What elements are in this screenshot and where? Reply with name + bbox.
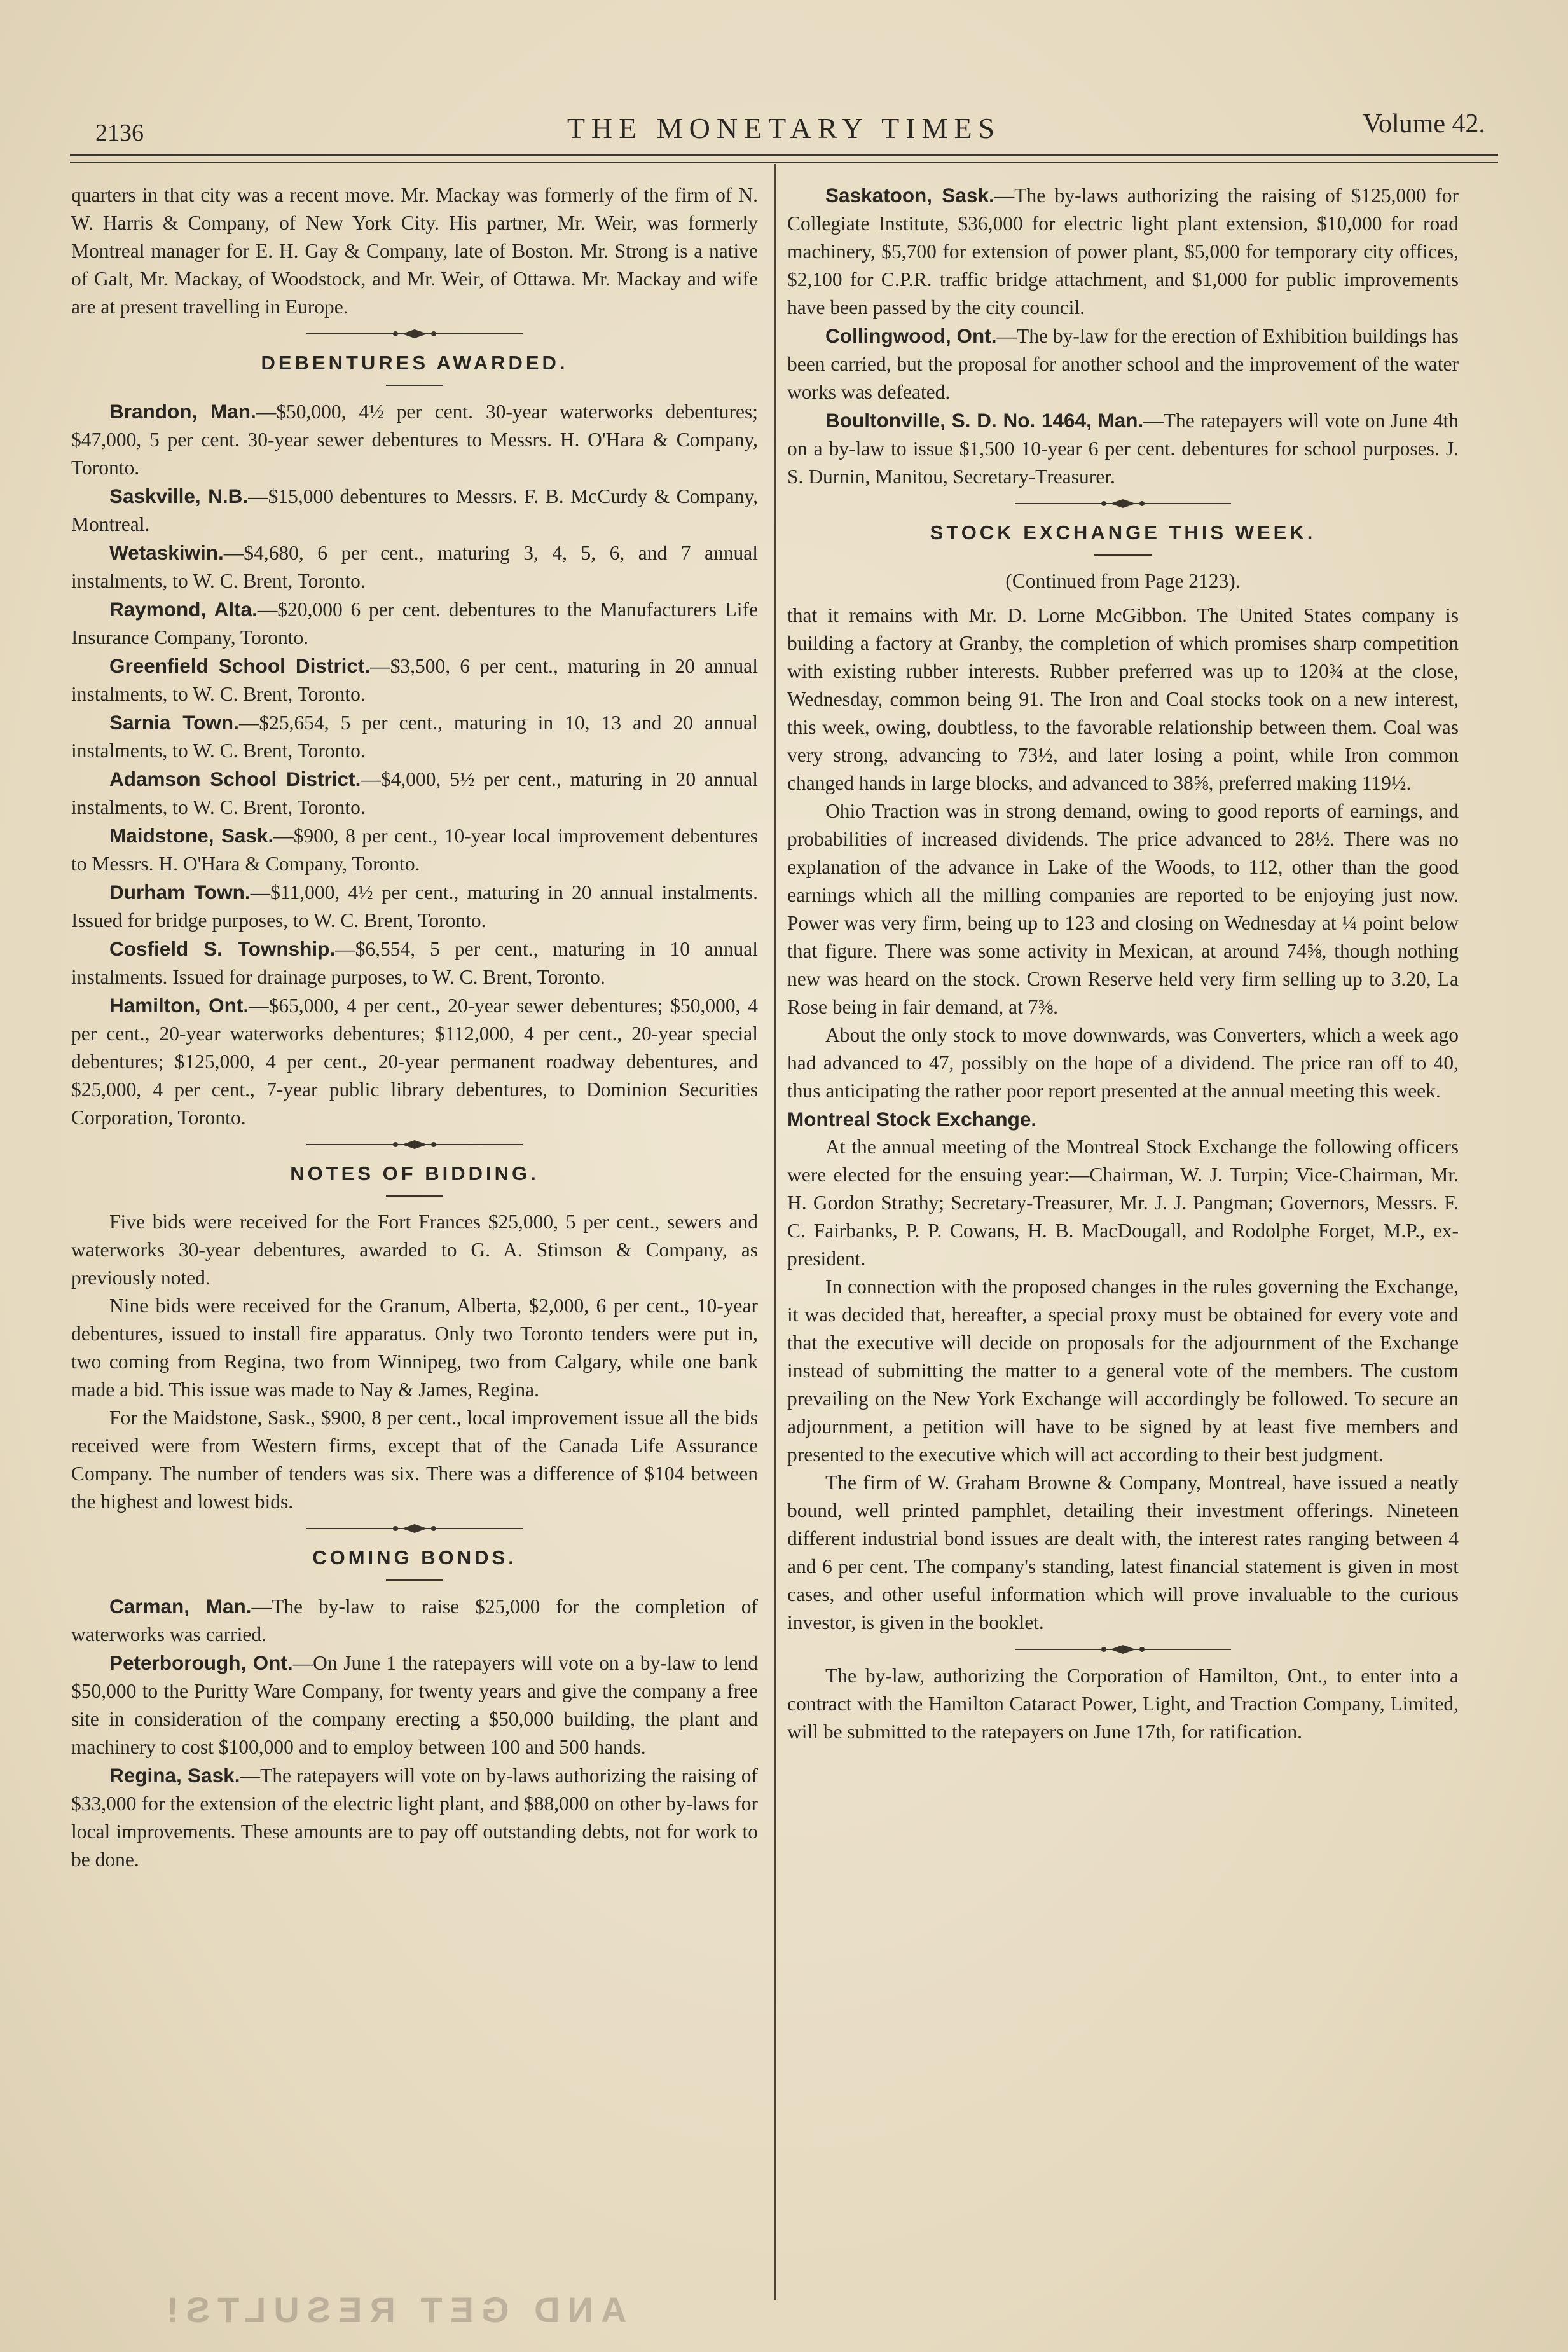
ornament-divider <box>1015 1643 1231 1656</box>
short-rule <box>386 385 443 386</box>
stock-paragraph: Ohio Traction was in strong demand, owing to good reports of earnings, and probabilities of increased dividends. The price advanced to 28½. There was no explanation of the advance in Lake of the Woods, to 112, other than the good earnings which all the milling companies are reported to be enjoying just now. Power was very firm, being up to 123 and closing on Wednesday at ¼ point below that figure. There was some activity in Mexican, at around 74⅝, though nothing new was heard on the stock. Crown Reserve held very firm selling up to 3.20, La Rose being in fair demand, at 7⅜. <box>787 800 1459 1018</box>
debenture-item: Cosfield S. Township.—$6,554, 5 per cent., maturing in 10 annual instalments. Issued for drainage purposes, to W. C. Brent, Toronto. <box>71 937 759 988</box>
bond-item: Peterborough, Ont.—On June 1 the ratepayers will vote on a by-law to lend $50,000 to the Puritty Ware Company, for twenty years and give the company a free site in consideration of the company erecting a $50,000 building, the plant and machinery to cost $100,000 and to employ between 100 and 500 hands. <box>71 1651 758 1758</box>
ornament-divider <box>306 1522 523 1535</box>
bidding-paragraph: Five bids were received for the Fort Frances $25,000, 5 per cent., sewers and waterworks 30-year debentures, awarded to G. A. Stimson & Company, as previously noted. <box>71 1211 758 1289</box>
ornament-divider <box>306 327 523 340</box>
right-column <box>787 181 1459 1746</box>
bleed-through-text: AND GET RESULTS! <box>159 2290 627 2330</box>
bond-item: Saskatoon, Sask.—The by-laws authorizing the raising of $125,000 for Collegiate Institute, $36,000 for electric light plant extension, $10,000 for road machinery, $5,700 for extension of power plant, $5,000 for temporary city offices, $2,100 for C.P.R. traffic bridge attachment, and $1,000 for public improvements have been passed by the city council. <box>787 184 1459 319</box>
column-divider <box>774 164 776 2300</box>
debenture-item: Adamson School District.—$4,000, 5½ per cent., maturing in 20 annual instalments, to W. C. Brent, Toronto. <box>71 767 758 818</box>
short-rule <box>386 1195 443 1197</box>
bidding-heading: NOTES OF BIDDING. <box>290 1162 539 1185</box>
montreal-paragraph: The firm of W. Graham Browne & Company, Montreal, have issued a neatly bound, well printed pamphlet, detailing their investment offerings. Nineteen different industrial bond issues are dealt with, the interest rates ranging between 4 and 6 per cent. The company's standing, latest financial statement is given in most cases, and other useful information which will prove invaluable to the curious investor, is given in the booklet. <box>787 1471 1459 1633</box>
page-number: 2136 <box>95 120 144 146</box>
continued-note: (Continued from Page 2123). <box>1005 570 1241 592</box>
montreal-subheading: Montreal Stock Exchange. <box>787 1108 1037 1131</box>
debenture-item: Hamilton, Ont.—$65,000, 4 per cent., 20-year sewer debentures; $50,000, 4 per cent., 20-year waterworks debentures; $112,000, 4 per cent., 20-year special debentures; $125,000, 4 per cent., 20-year permanent roadway debentures, and $25,000, 4 per cent., 7-year public library debentures, to Dominion Securities Corporation, Toronto. <box>71 994 759 1129</box>
debenture-item: Greenfield School District.—$3,500, 6 per cent., maturing in 20 annual instalments, to W. C. Brent, Toronto. <box>71 654 758 705</box>
debenture-item: Wetaskiwin.—$4,680, 6 per cent., maturing 3, 4, 5, 6, and 7 annual instalments, to W. C. Brent, Toronto. <box>71 541 758 592</box>
running-header <box>70 105 1498 149</box>
bond-item: Collingwood, Ont.—The by-law for the erection of Exhibition buildings has been carried, but the proposal for another school and the improvement of the water works was defeated. <box>787 324 1459 403</box>
header-rule <box>70 154 1498 156</box>
bond-item: Carman, Man.—The by-law to raise $25,000 for the completion of waterworks was carried. <box>71 1595 758 1646</box>
stock-paragraph: that it remains with Mr. D. Lorne McGibbon. The United States company is building a factory at Granby, the completion of which promises sharp competition with existing rubber interests. Rubber preferred was up to 120¾ at the close, Wednesday, common being 91. The Iron and Coal stocks took on a new interest, this week, owing, doubtless, to the favorable relationship between them. Coal was very strong, advancing to 73½, and later losing a point, while Iron common changed hands in large blocks, and advanced to 38⅝, preferred making 119½. <box>787 604 1459 794</box>
short-rule <box>1094 554 1152 556</box>
volume-number: Volume 42. <box>1363 109 1485 139</box>
debenture-item: Saskville, N.B.—$15,000 debentures to Messrs. F. B. McCurdy & Company, Montreal. <box>71 485 758 535</box>
montreal-paragraph: At the annual meeting of the Montreal Stock Exchange the following officers were elected for the ensuing year:—Chairman, W. J. Turpin; Vice-Chairman, Mr. H. Gordon Strathy; Secretary-Treasurer, Mr. J. J. Pangman; Governors, Messrs. F. C. Fairbanks, P. P. Cowans, H. B. MacDougall, and Rodolphe Forget, M.P., ex-president. <box>787 1136 1459 1270</box>
coming-bonds-heading: COMING BONDS. <box>312 1546 517 1569</box>
ornament-divider <box>306 1138 523 1151</box>
debenture-item: Durham Town.—$11,000, 4½ per cent., maturing in 20 annual instalments. Issued for bridge purposes, to W. C. Brent, Toronto. <box>71 881 758 932</box>
debenture-item: Brandon, Man.—$50,000, 4½ per cent. 30-year waterworks debentures; $47,000, 5 per cent. 30-year sewer debentures to Messrs. H. O'Hara & Company, Toronto. <box>71 400 758 479</box>
closing-paragraph: The by-law, authorizing the Corporation of Hamilton, Ont., to enter into a contract with the Hamilton Cataract Power, Light, and Traction Company, Limited, will be submitted to the ratepayers on June 17th, for ratification. <box>787 1665 1459 1743</box>
debenture-item: Sarnia Town.—$25,654, 5 per cent., maturing in 10, 13 and 20 annual instalments, to W. C. Brent, Toronto. <box>71 711 758 762</box>
bidding-paragraph: Nine bids were received for the Granum, Alberta, $2,000, 6 per cent., 10-year debentures, issued to install fire apparatus. Only two Toronto tenders were put in, two coming from Regina, two from Winnipeg, two from Calgary, while one bank made a bid. This issue was made to Nay & James, Regina. <box>71 1295 758 1401</box>
short-rule <box>386 1579 443 1581</box>
intro-paragraph: quarters in that city was a recent move. Mr. Mackay was formerly of the firm of N. W. Harris & Company, of New York City. His partner, Mr. Weir, was formerly Montreal manager for E. H. Gay & Company, late of Boston. Mr. Strong is a native of Galt, Mr. Mackay, of Woodstock, and Mr. Weir, of Ottawa. Mr. Mackay and wife are at present travelling in Europe. <box>71 184 758 318</box>
stock-paragraph: About the only stock to move downwards, was Converters, which a week ago had advanced to 47, possibly on the hope of a dividend. The price ran off to 40, thus anticipating the rather poor report presented at the annual meeting this week. <box>787 1024 1459 1102</box>
ornament-divider <box>1015 497 1231 510</box>
bidding-paragraph: For the Maidstone, Sask., $900, 8 per cent., local improvement issue all the bids received were from Western firms, except that of the Canada Life Assurance Company. The number of tenders was six. There was a difference of $104 between the highest and lowest bids. <box>71 1406 758 1513</box>
header-rule-secondary <box>70 162 1498 163</box>
montreal-paragraph: In connection with the proposed changes in the rules governing the Exchange, it was decided that, hereafter, a special proxy must be obtained for every vote and that the executive will decide on proposals for the adjournment of the Exchange instead of submitting the matter to a general vote of the members. The custom prevailing on the New York Exchange will accordingly be followed. To secure an adjournment, a petition will have to be signed by at least five members and presented to the executive which will act according to their best judgment. <box>787 1276 1459 1466</box>
stock-exchange-heading: STOCK EXCHANGE THIS WEEK. <box>930 521 1316 544</box>
bond-item: Regina, Sask.—The ratepayers will vote on by-laws authorizing the raising of $33,000 for the extension of the electric light plant, and $88,000 on other by-laws for local improvements. These amounts are to pay off outstanding debts, not for work to be done. <box>71 1764 758 1871</box>
left-column <box>71 181 758 1874</box>
debenture-item: Raymond, Alta.—$20,000 6 per cent. debentures to the Manufacturers Life Insurance Company, Toronto. <box>71 598 758 649</box>
debenture-item: Maidstone, Sask.—$900, 8 per cent., 10-year local improvement debentures to Messrs. H. O'Hara & Company, Toronto. <box>71 824 758 875</box>
debentures-list <box>71 397 758 1132</box>
publication-title: THE MONETARY TIMES <box>567 112 1001 144</box>
bond-item: Boultonville, S. D. No. 1464, Man.—The ratepayers will vote on June 4th on a by-law to issue $1,500 10-year 6 per cent. debentures for school purposes. J. S. Durnin, Manitou, Secretary-Treasurer. <box>787 409 1459 488</box>
debentures-heading: DEBENTURES AWARDED. <box>261 352 568 374</box>
